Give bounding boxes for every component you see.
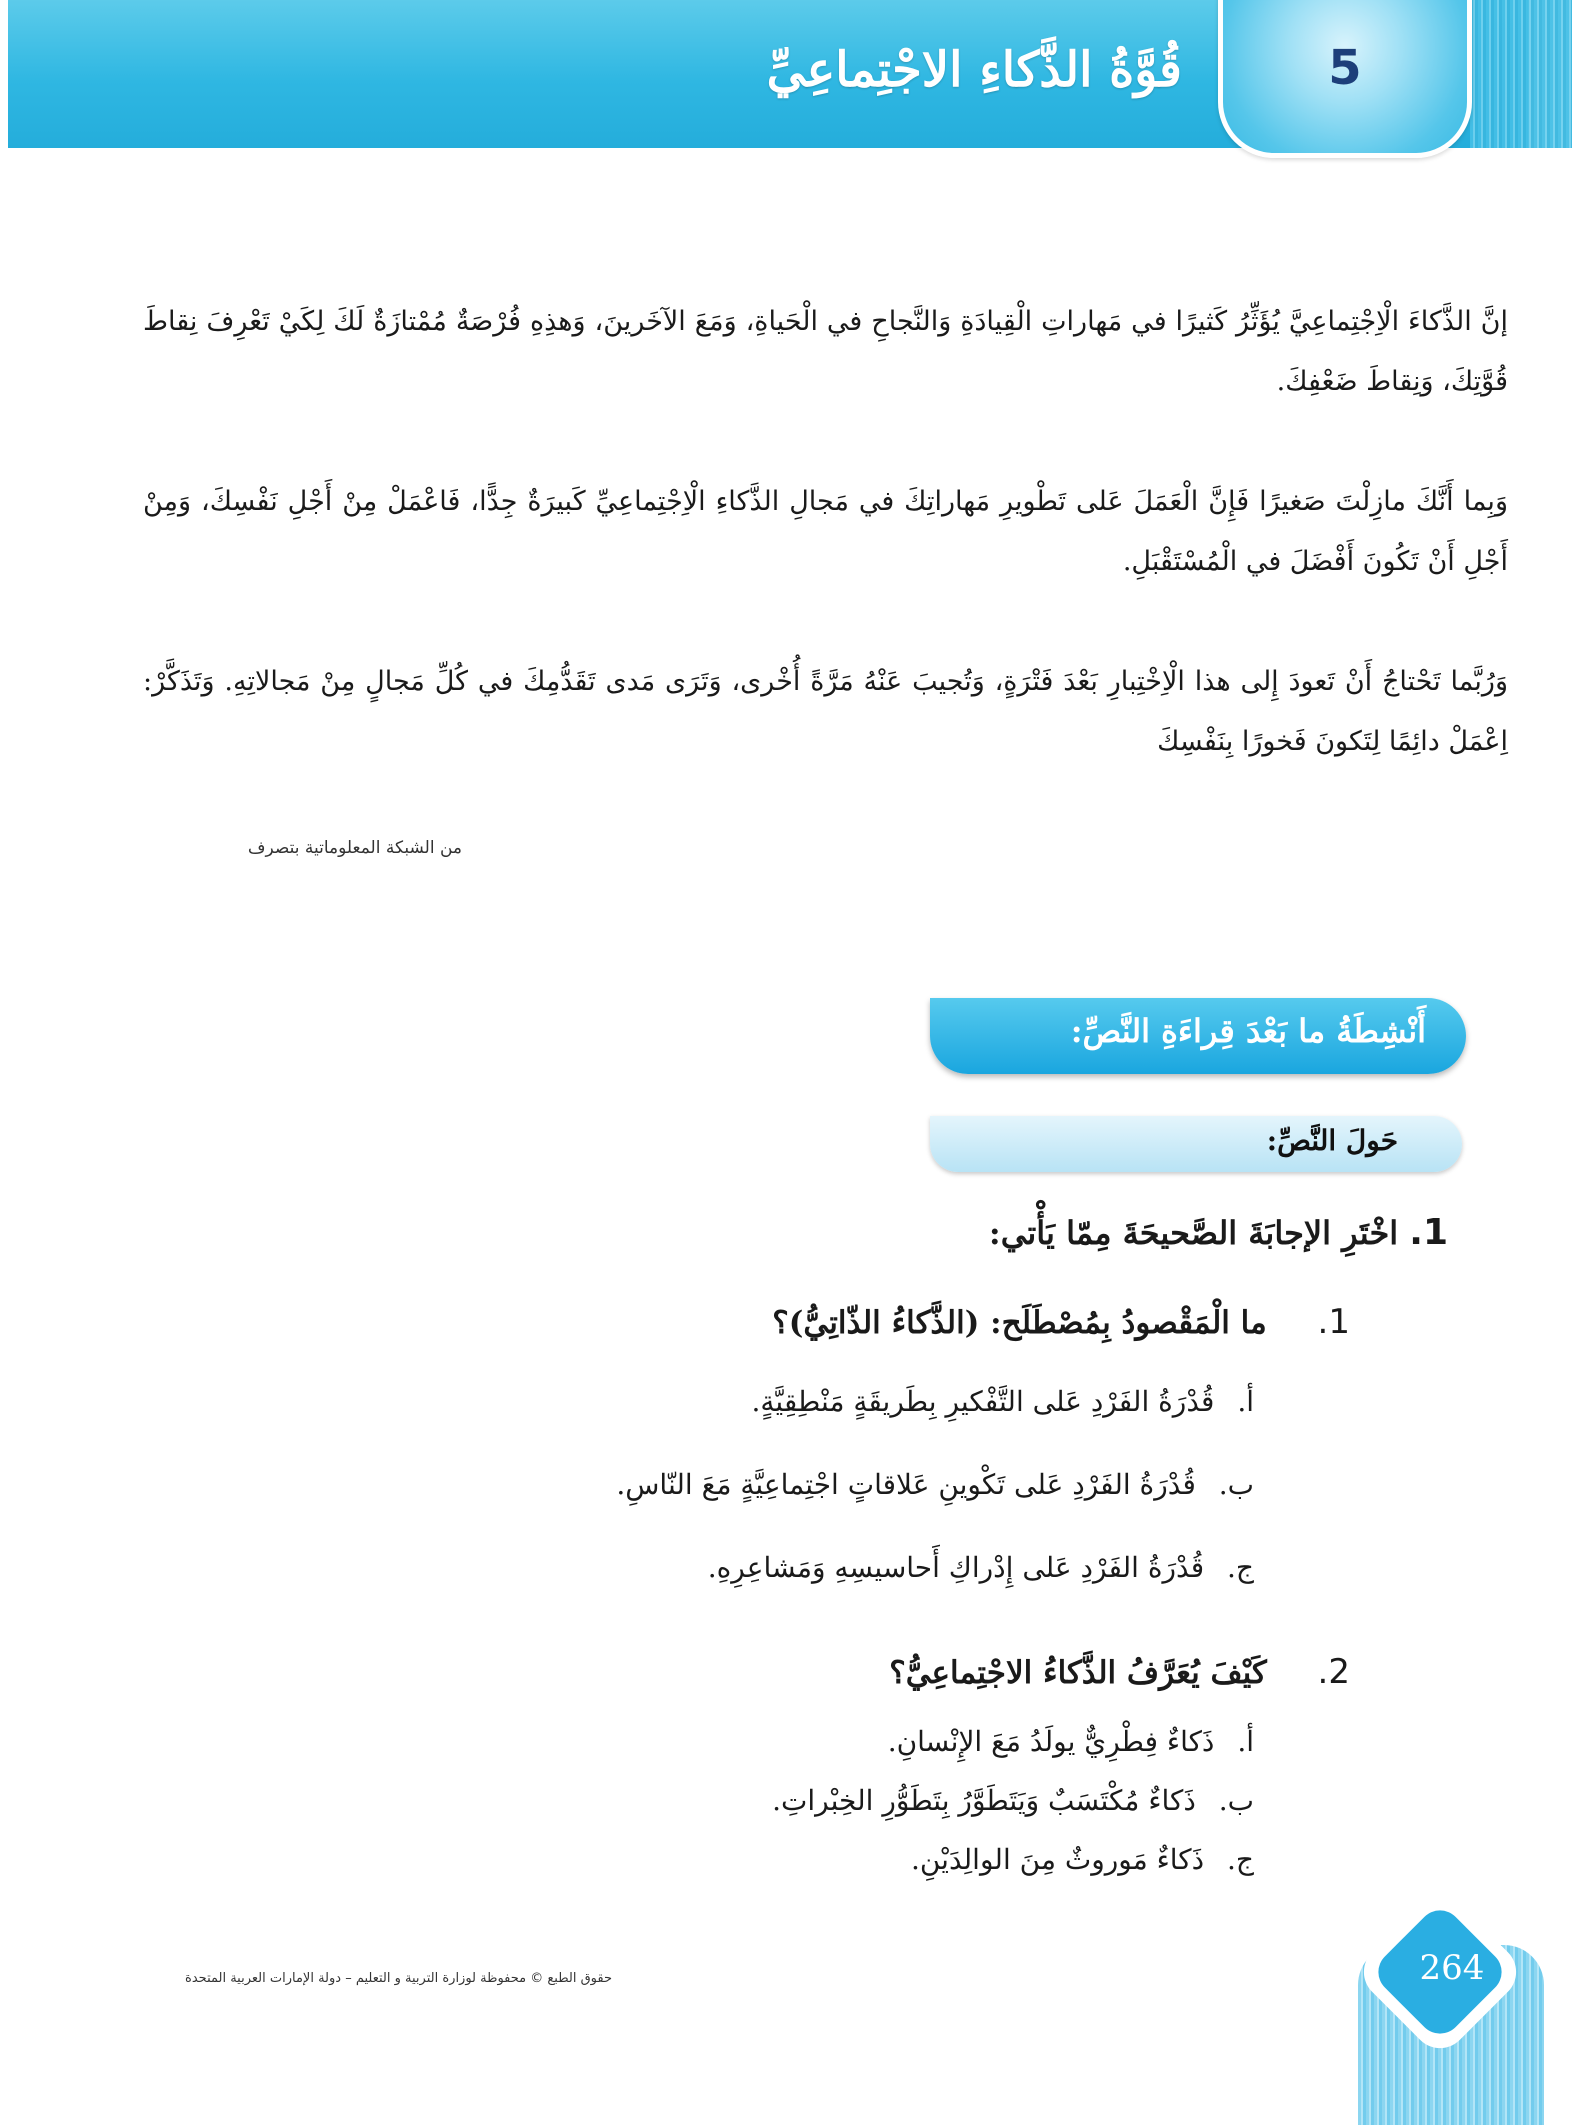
page-number: 264 xyxy=(1419,1948,1485,1988)
chapter-number: 5 xyxy=(1328,40,1362,96)
question-text: كَيْفَ يُعَرَّفُ الذَّكاءُ الاجْتِماعِيُّ؟ xyxy=(889,1655,1267,1691)
option-text: قُدْرَةُ الفَرْدِ عَلى التَّفْكيرِ بِطَريقَةٍ مَنْطِقِيَّةٍ. xyxy=(751,1385,1215,1418)
question-number: 1. xyxy=(1317,1302,1350,1342)
question-2-option-b[interactable] xyxy=(772,1784,1254,1817)
option-letter: ب. xyxy=(1218,1468,1254,1501)
paragraph-1: إنَّ الذَّكاءَ الْاِجْتِماعِيَّ يُؤَثِّرُ كَثيرًا في مَهاراتِ الْقِيادَةِ وَالنَّجاحِ في الْحَياةِ، وَمَعَ الآخَرينَ، وَهذِهِ فُرْصَةٌ مُمْتازَةٌ لَكَ لِكَيْ تَعْرِفَ نِقاطَ قُوَّتِكَ، وَنِقاطَ ضَعْفِكَ. xyxy=(143,306,1508,397)
paragraph-3: وَرُبَّما تَحْتاجُ أَنْ تَعودَ إِلى هذا الْاِخْتِبارِ بَعْدَ فَتْرَةٍ، وَتُجيبَ عَنْهُ مَرَّةً أُخْرى، وَتَرَى مَدى تَقَدُّمِكَ في كُلِّ مَجالٍ مِنْ مَجالاتِهِ. وَتَذَكَّرْ: اِعْمَلْ دائِمًا لِتَكونَ فَخورًا بِنَفْسِكَ xyxy=(143,666,1508,757)
question-2-option-a[interactable] xyxy=(888,1725,1254,1758)
option-text: قُدْرَةُ الفَرْدِ عَلى إِدْراكِ أَحاسيسِهِ وَمَشاعِرِهِ. xyxy=(707,1551,1205,1584)
copyright-footer: حقوق الطبع © محفوظة لوزارة التربية و التعليم – دولة الإمارات العربية المتحدة xyxy=(185,1971,612,1986)
option-text: ذَكاءٌ مُكْتَسَبٌ وَيَتَطَوَّرُ بِتَطَوُّرِ الخِبْراتِ. xyxy=(772,1784,1196,1817)
question-1-option-b[interactable] xyxy=(616,1468,1254,1501)
header-decoration-strip xyxy=(1470,0,1572,148)
question-text: ما الْمَقْصودُ بِمُصْطَلَح: (الذَّكاءُ الذّاتِيُّ)؟ xyxy=(772,1305,1267,1341)
question-1-title xyxy=(772,1302,1350,1342)
option-letter: ب. xyxy=(1218,1784,1254,1817)
option-text: قُدْرَةُ الفَرْدِ عَلى تَكْوينِ عَلاقاتٍ اجْتِماعِيَّةٍ مَعَ النّاسِ. xyxy=(616,1468,1196,1501)
option-text: ذَكاءٌ مَوروثٌ مِنَ الوالِدَيْنِ. xyxy=(910,1843,1205,1876)
question-1-option-a[interactable] xyxy=(752,1385,1254,1418)
activities-banner-label: أَنْشِطَةُ ما بَعْدَ قِراءَةِ النَّصِّ: xyxy=(1070,1012,1426,1050)
option-letter: ج. xyxy=(1227,1843,1254,1876)
about-text-banner-label: حَولَ النَّصِّ: xyxy=(1266,1124,1398,1157)
question-2-option-c[interactable] xyxy=(911,1843,1254,1876)
option-letter: أ. xyxy=(1237,1385,1254,1418)
paragraph-2: وَبِما أَنَّكَ مازِلْتَ صَغيرًا فَإِنَّ الْعَمَلَ عَلى تَطْويرِ مَهاراتِكَ في مَجالِ الذَّكاءِ الْاِجْتِماعِيِّ كَبيرَةٌ جِدًّا، فَاعْمَلْ مِنْ أَجْلِ نَفْسِكَ، وَمِنْ أَجْلِ أَنْ تَكُونَ أَفْضَلَ في الْمُسْتَقْبَلِ. xyxy=(143,486,1508,577)
exercise-instruction xyxy=(989,1212,1448,1253)
option-text: ذَكاءٌ فِطْرِيٌّ يولَدُ مَعَ الإِنْسانِ. xyxy=(887,1725,1215,1758)
option-letter: ج. xyxy=(1227,1551,1254,1584)
exercise-number: 1. xyxy=(1409,1212,1448,1253)
option-letter: أ. xyxy=(1237,1725,1254,1758)
source-note: من الشبكة المعلوماتية بتصرف xyxy=(247,838,462,858)
exercise-instruction-text: اخْتَرِ الإجابَةَ الصَّحيحَةَ مِمّا يَأْتي: xyxy=(988,1214,1399,1252)
chapter-title: قُوَّةُ الذَّكاءِ الاجْتِماعِيِّ xyxy=(766,42,1182,98)
question-2-title xyxy=(889,1652,1350,1692)
question-number: 2. xyxy=(1317,1652,1350,1692)
question-1-option-c[interactable] xyxy=(708,1551,1254,1584)
